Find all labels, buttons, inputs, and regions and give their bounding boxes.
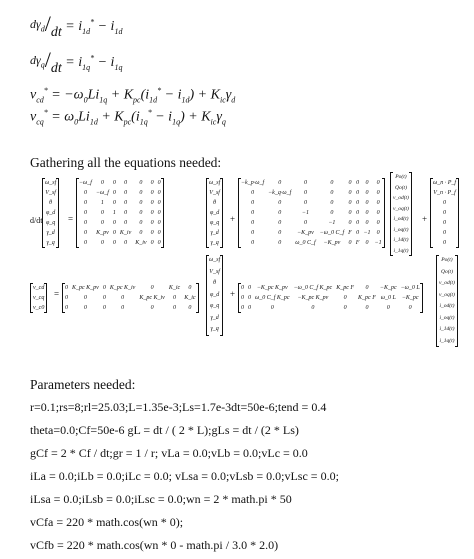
matrix-a-cell: 0 xyxy=(83,190,87,196)
matrix-b-cell: 0 xyxy=(330,210,334,216)
matrix-b-cell: 0 xyxy=(376,220,380,226)
matrix-b-cell: 0 xyxy=(303,200,307,206)
matrix-c-cell: 0 xyxy=(188,285,192,291)
matrix-equation-2 xyxy=(30,255,470,355)
matrix-b-cell: −K_pv xyxy=(297,230,314,236)
matrix-b-cell: 0 xyxy=(330,200,334,206)
matrix-c-cell: K_ic xyxy=(168,285,181,291)
state-vector-a-cell: φ_d xyxy=(209,210,220,216)
matrix-b-cell: −k_p·ω_f xyxy=(241,180,265,186)
matrix-c-cell: K_ic xyxy=(184,295,196,301)
state-vector-c-cell: φ_q xyxy=(209,303,220,309)
matrix-c-cell: 0 xyxy=(173,295,177,301)
matrix-a-cell: 0 xyxy=(139,200,143,206)
matrix-d-cell: 0 xyxy=(408,305,412,311)
matrix-a-cell: 0 xyxy=(83,200,87,206)
matrix-d-cell: 0 xyxy=(248,285,251,291)
input-vector-d-cell: v_oq(t) xyxy=(439,291,455,298)
matrix-d-cell: 0 xyxy=(241,295,244,301)
matrix-c-cell: K_pc K_iv xyxy=(139,295,165,301)
output-vector-cell: v_cd xyxy=(33,285,45,291)
input-vector-d-cell: i_1q(t) xyxy=(439,337,455,344)
state-vector-lhs-cell: θ xyxy=(49,200,53,206)
matrix-b-cell: 0 xyxy=(348,200,352,206)
matrix-c-cell: K_pc K_pv xyxy=(72,285,99,291)
matrix-b-cell: 0 xyxy=(303,180,307,186)
matrix-d-cell: −K_pc xyxy=(379,285,397,291)
matrix-a-cell: 0 xyxy=(150,190,154,196)
state-vector-a-cell: ω_sf xyxy=(209,180,221,186)
constant-vector xyxy=(430,178,459,248)
matrix-a-cell: 0 xyxy=(157,200,161,206)
equation-vcq: $v_{cq}^* = \omega_0Li_{1d} + K_{pc}(i_{1q}^* - i_{1q}) + K_{ic}\gamma_q$ xyxy=(30,108,226,127)
matrix-a-cell: 0 xyxy=(100,210,104,216)
matrix-a-cell: 0 xyxy=(100,220,104,226)
matrix-d-cell: 0 xyxy=(365,305,369,311)
input-vector-b-cell: i_1q(t) xyxy=(393,247,409,254)
matrix-a-cell: 0 xyxy=(150,210,154,216)
matrix-c-cell: 0 xyxy=(102,305,106,311)
equals-sign-2: = xyxy=(54,289,60,299)
matrix-c-cell: 0 xyxy=(188,305,192,311)
matrix-a-cell: 0 xyxy=(124,190,128,196)
constant-vector-cell: 0 xyxy=(443,210,447,216)
matrix-d-cell: 0 xyxy=(343,305,347,311)
matrix-c-cell: 0 xyxy=(83,295,87,301)
input-vector-b-cell: i_od(t) xyxy=(393,216,409,222)
matrix-a-cell: 0 xyxy=(139,230,143,236)
matrix-c xyxy=(62,283,199,313)
state-vector-lhs-cell: γ_q xyxy=(46,240,55,246)
input-vector-d-cell: Qo(t) xyxy=(440,268,453,275)
matrix-c-cell: 0 xyxy=(150,305,154,311)
matrix-a-cell: 0 xyxy=(139,190,143,196)
matrix-d-cell: K_pc F xyxy=(336,285,355,291)
matrix-b-cell: 0 xyxy=(303,220,307,226)
matrix-b-cell: −1 xyxy=(328,220,336,226)
input-vector-d-cell: i_od(t) xyxy=(439,303,455,309)
matrix-a-cell: 0 xyxy=(157,180,161,186)
constant-vector-cell: ω_n · P_f xyxy=(433,180,457,186)
state-vector-lhs xyxy=(42,178,59,248)
state-vector-c-cell: φ_d xyxy=(209,291,220,298)
matrix-a-cell: 0 xyxy=(157,230,161,236)
matrix-b-cell: 0 xyxy=(348,240,352,246)
matrix-b-cell: 0 xyxy=(365,240,369,246)
matrix-b-cell: −ω_0 C_f xyxy=(319,230,345,236)
matrix-c-cell: 0 xyxy=(121,295,125,301)
param-line-7: vCfb = 220 * math.cos(wn * 0 - math.pi / 3.0 * 2.0) xyxy=(30,538,279,552)
matrix-b-cell: 0 xyxy=(376,200,380,206)
matrix-c-cell: 0 xyxy=(121,305,125,311)
state-vector-lhs-cell: V_sf xyxy=(45,190,56,196)
input-vector-b-cell: i_oq(t) xyxy=(393,226,409,233)
matrix-a-cell: 0 xyxy=(112,220,116,226)
matrix-d-cell: 0 xyxy=(270,305,274,311)
matrix-b-cell: 0 xyxy=(278,220,282,226)
matrix-d-cell: 0 xyxy=(386,305,390,311)
matrix-b-cell: 0 xyxy=(251,210,255,216)
matrix-c-cell: 0 xyxy=(83,305,87,311)
plus-sign-2: + xyxy=(422,214,428,224)
matrix-b-cell: 0 xyxy=(278,240,282,246)
constant-vector-cell: 0 xyxy=(443,240,447,246)
matrix-d-cell: −ω_0 C_f K_pc xyxy=(293,285,333,291)
matrix-b-cell: 0 xyxy=(278,230,282,236)
input-vector-b-cell: i_1d(t) xyxy=(393,237,409,243)
plus-sign-1: + xyxy=(230,214,236,224)
matrix-a-cell: 0 xyxy=(139,180,143,186)
param-line-6: vCfa = 220 * math.cos(wn * 0); xyxy=(30,515,184,529)
heading-parameters: Parameters needed: xyxy=(30,377,136,392)
matrix-a-cell: K_iv xyxy=(135,240,147,246)
input-vector-b-cell: v_oq(t) xyxy=(393,205,409,212)
param-line-4: iLa = 0.0;iLb = 0.0;iLc = 0.0; vLsa = 0.0;vLsb = 0.0;vLsc = 0.0; xyxy=(30,469,339,483)
matrix-a-cell: 0 xyxy=(157,220,161,226)
input-vector-b-cell: v_od(t) xyxy=(393,195,409,201)
equation-vcd: $v_{cd}^* = -\omega_0Li_{1q} + K_{pc}(i_{1d}^* - i_{1d}) + K_{ic}\gamma_d$ xyxy=(30,86,236,105)
matrix-b-cell: 0 xyxy=(251,200,255,206)
matrix-a-cell: 0 xyxy=(124,200,128,206)
matrix-a-cell: 0 xyxy=(112,230,116,236)
matrix-d-cell: 0 xyxy=(241,285,244,291)
matrix-b-cell: −k_q·ω_f xyxy=(268,190,292,196)
matrix-b-cell: 0 xyxy=(251,190,255,196)
matrix-a-cell: 0 xyxy=(83,210,87,216)
matrix-b-cell: −1 xyxy=(374,240,382,246)
state-vector-c-cell: γ_q xyxy=(210,326,219,332)
matrix-d-cell: −K_pc K_pv xyxy=(256,285,288,291)
state-vector-a-cell: θ xyxy=(213,200,217,206)
matrix-a-cell: 0 xyxy=(83,240,87,246)
param-line-3: gCf = 2 * Cf / dt;gr = 1 / r; vLa = 0.0;vLb = 0.0;vLc = 0.0 xyxy=(30,446,308,460)
derivative-operator: d/dt xyxy=(30,216,43,225)
state-vector-a-cell: V_sf xyxy=(209,190,220,196)
matrix-a-cell: 0 xyxy=(150,240,154,246)
matrix-b-cell: ω_0 C_f xyxy=(295,240,316,246)
matrix-b-cell: 0 xyxy=(251,240,255,246)
input-vector-b-cell: Qo(t) xyxy=(394,184,407,191)
param-line-2: theta=0.0;Cf=50e-6 gL = dt / ( 2 * L);gLs = dt / (2 * Ls) xyxy=(30,423,299,437)
input-vector-b-cell: Po(t) xyxy=(395,174,407,180)
matrix-b-cell: −1 xyxy=(301,210,309,216)
state-vector-lhs-cell: φ_q xyxy=(45,220,56,226)
constant-vector-cell: 0 xyxy=(443,230,447,236)
output-vector-cell: v_cq xyxy=(33,295,45,301)
matrix-b-cell: 0 xyxy=(330,190,334,196)
constant-vector-cell: 0 xyxy=(443,200,447,206)
matrix-b-cell: 0 xyxy=(348,180,352,186)
matrix-d-cell: 0 xyxy=(248,305,251,311)
matrix-a-cell: 0 xyxy=(157,210,161,216)
plus-sign-3: + xyxy=(230,289,236,299)
matrix-a-cell: −ω_f xyxy=(79,180,92,186)
state-vector-c-cell: γ_d xyxy=(210,314,219,321)
state-vector-a-cell: γ_q xyxy=(210,240,219,246)
matrix-b-cell: 0 xyxy=(376,190,380,196)
matrix-a-cell: 0 xyxy=(124,240,128,246)
matrix-b-cell: −K_pv xyxy=(323,240,341,246)
matrix-c-cell: 0 xyxy=(65,295,68,301)
matrix-d-cell: 0 xyxy=(248,295,251,301)
equals-sign-1: = xyxy=(68,214,74,224)
matrix-b-cell: 0 xyxy=(278,180,282,186)
matrix-b-cell: F xyxy=(348,230,352,236)
matrix-b-cell: 0 xyxy=(348,190,352,196)
state-vector-a xyxy=(206,178,223,248)
equation-gamma-q: $d\gamma_q/dt = i_{1q}^* - i_{1q}$ xyxy=(30,47,123,76)
matrix-a-cell: 1 xyxy=(112,210,116,216)
matrix-c-cell: 0 xyxy=(102,285,106,291)
matrix-b-cell: 0 xyxy=(356,190,360,196)
matrix-b-cell: 0 xyxy=(356,200,360,206)
matrix-a xyxy=(76,178,164,248)
state-vector-a-cell: γ_d xyxy=(210,230,219,236)
param-line-5: iLsa = 0.0;iLsb = 0.0;iLsc = 0.0;wn = 2 * math.pi * 50 xyxy=(30,492,292,506)
equation-gamma-d: $d\gamma_d/dt = i_{1d}^* - i_{1d}$ xyxy=(30,11,123,40)
matrix-d-cell: ω_0 L xyxy=(380,295,396,301)
matrix-b-cell: 0 xyxy=(356,220,360,226)
state-vector-c-cell: V_sf xyxy=(209,268,220,275)
matrix-a-cell: 0 xyxy=(112,240,116,246)
state-vector-lhs-cell: ω_sf xyxy=(45,180,57,186)
matrix-b-cell: 0 xyxy=(348,210,352,216)
matrix-a-cell: 0 xyxy=(124,210,128,216)
matrix-d-cell: −K_pc xyxy=(401,295,419,301)
matrix-b-cell: 0 xyxy=(365,180,369,186)
matrix-a-cell: 0 xyxy=(112,190,116,196)
matrix-b-cell: 0 xyxy=(330,180,334,186)
matrix-c-cell: K_pc K_iv xyxy=(109,285,136,291)
state-vector-c xyxy=(206,255,223,336)
matrix-b-cell: 0 xyxy=(376,180,380,186)
constant-vector-cell: 0 xyxy=(443,220,447,226)
matrix-a-cell: 0 xyxy=(150,220,154,226)
matrix-b-cell: 0 xyxy=(365,200,369,206)
matrix-a-cell: 0 xyxy=(150,180,154,186)
matrix-b-cell: 0 xyxy=(251,230,255,236)
matrix-a-cell: 0 xyxy=(150,230,154,236)
input-vector-d-cell: i_oq(t) xyxy=(439,314,455,321)
matrix-a-cell: 0 xyxy=(112,180,116,186)
matrix-d-cell: ω_0 C_f K_pc xyxy=(255,295,290,301)
matrix-d-cell: 0 xyxy=(365,285,369,291)
matrix-c-cell: 0 xyxy=(173,305,177,311)
matrix-c-cell: 0 xyxy=(65,305,68,311)
output-vector-cell: v_c0 xyxy=(33,305,45,311)
state-vector-lhs-cell: γ_d xyxy=(46,230,55,236)
matrix-d-cell: −ω_0 L xyxy=(400,285,420,291)
matrix-b-cell: 0 xyxy=(376,210,380,216)
matrix-d xyxy=(238,283,423,313)
matrix-c-cell: 0 xyxy=(65,285,68,291)
matrix-b xyxy=(238,178,385,248)
matrix-a-cell: 0 xyxy=(124,220,128,226)
state-vector-a-cell: φ_q xyxy=(209,220,220,226)
input-vector-b xyxy=(390,172,412,256)
matrix-b-cell: 0 xyxy=(303,190,307,196)
input-vector-d xyxy=(436,255,458,347)
matrix-d-cell: 0 xyxy=(311,305,315,311)
matrix-b-cell: 0 xyxy=(278,200,282,206)
matrix-a-cell: 0 xyxy=(83,230,87,236)
param-line-1: r=0.1;rs=8;rl=25.03;L=1.35e-3;Ls=1.7e-3dt=50e-6;tend = 0.4 xyxy=(30,400,327,414)
matrix-a-cell: 0 xyxy=(83,220,87,226)
matrix-a-cell: 0 xyxy=(139,210,143,216)
input-vector-d-cell: i_1d(t) xyxy=(439,326,455,332)
matrix-a-cell: 0 xyxy=(157,190,161,196)
matrix-d-cell: 0 xyxy=(343,295,347,301)
matrix-a-cell: K_pv xyxy=(96,230,109,236)
matrix-b-cell: 0 xyxy=(365,210,369,216)
matrix-d-cell: K_pc F xyxy=(358,295,376,301)
matrix-b-cell: 0 xyxy=(356,230,360,236)
matrix-b-cell: F xyxy=(355,240,360,246)
matrix-a-cell: K_iv xyxy=(119,230,132,236)
matrix-a-cell: 0 xyxy=(124,180,128,186)
constant-vector-cell: V_n · P_f xyxy=(433,190,456,196)
matrix-a-cell: 0 xyxy=(100,240,104,246)
output-vector xyxy=(30,283,47,313)
matrix-b-cell: 0 xyxy=(365,190,369,196)
matrix-b-cell: 0 xyxy=(356,180,360,186)
matrix-a-cell: 0 xyxy=(139,220,143,226)
matrix-c-cell: 0 xyxy=(102,295,106,301)
matrix-d-cell: −K_pc K_pv xyxy=(297,295,329,301)
matrix-b-cell: 0 xyxy=(356,210,360,216)
matrix-b-cell: −1 xyxy=(363,230,371,236)
matrix-a-cell: 0 xyxy=(112,200,116,206)
state-vector-c-cell: θ xyxy=(213,280,217,286)
matrix-b-cell: 0 xyxy=(376,230,380,236)
matrix-b-cell: 0 xyxy=(278,210,282,216)
matrix-a-cell: 0 xyxy=(100,180,104,186)
matrix-a-cell: −ω_f xyxy=(95,190,109,196)
input-vector-d-cell: v_od(t) xyxy=(439,280,455,286)
input-vector-d-cell: Po(t) xyxy=(441,257,453,263)
state-vector-lhs-cell: φ_d xyxy=(45,210,56,216)
matrix-b-cell: 0 xyxy=(365,220,369,226)
matrix-a-cell: 1 xyxy=(100,200,104,206)
state-vector-c-cell: ω_sf xyxy=(209,257,221,263)
matrix-b-cell: 0 xyxy=(348,220,352,226)
heading-gathering: Gathering all the equations needed: xyxy=(30,155,222,170)
matrix-c-cell: 0 xyxy=(150,285,154,291)
matrix-a-cell: 0 xyxy=(157,240,161,246)
matrix-b-cell: 0 xyxy=(251,220,255,226)
matrix-a-cell: 0 xyxy=(150,200,154,206)
matrix-d-cell: 0 xyxy=(241,305,244,311)
